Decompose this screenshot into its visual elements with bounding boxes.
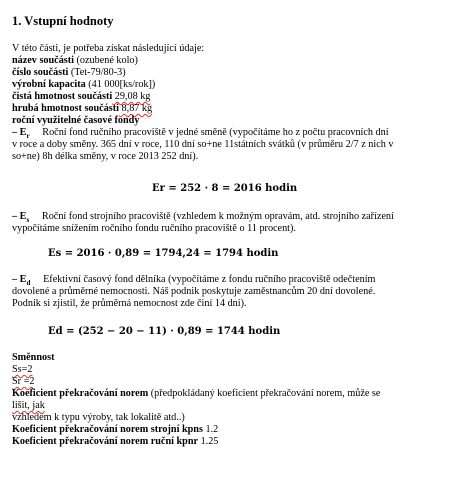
item-value: (Tet-79/80-3): [68, 67, 126, 78]
coef-manual-value: 1.25: [198, 436, 219, 447]
item-annual-funds: roční využitelné časové fondy: [12, 115, 140, 126]
item-gross-weight: [12, 103, 152, 115]
shift-title: Směnnost: [12, 352, 55, 363]
coef-machine-value: 1.2: [202, 424, 219, 435]
coef-manual: [12, 436, 218, 448]
er-paragraph-line-3: so+ne) 8h délka směny, v roce 2013 252 dní).: [12, 151, 199, 162]
intro-text: V této části, je potřeba získat následující údaje:: [12, 43, 205, 54]
coef-line-2: lišit, jak: [12, 400, 45, 411]
item-value: 8,87 kg: [119, 103, 153, 114]
ed-equation: Ed = (252 − 20 − 11) · 0,89 = 1744 hodin: [48, 326, 281, 337]
item-net-weight: [12, 91, 150, 103]
coef-line-1: [12, 388, 380, 400]
coef-line-3: vzhledem k typu výroby, tak lokalitě atd..): [12, 412, 185, 423]
ed-paragraph-line-3: Podnik si zjistil, že průměrná nemocnost zde činí 14 dní).: [12, 298, 247, 309]
coef-machine-label: Koeficient překračování norem strojní kpns: [12, 424, 203, 435]
es-equation: Es = 2016 · 0,89 = 1794,24 = 1794 hodin: [48, 248, 279, 259]
es-paragraph-line-2: vypočítáme snížením ročního fondu ručního pracoviště o 11 procent).: [12, 223, 296, 234]
item-label: čistá hmotnost součásti: [12, 91, 113, 102]
ed-label: – $E_d$: [12, 274, 31, 288]
er-paragraph-line-1: [12, 127, 389, 139]
coef-manual-label: Koeficient překračování norem ruční kpnr: [12, 436, 199, 447]
section-heading: 1. Vstupní hodnoty: [12, 14, 114, 28]
coef-machine: [12, 424, 218, 436]
es-paragraph-line-1: [12, 211, 394, 223]
item-part-name: [12, 55, 138, 67]
item-value: 29,08 kg: [112, 91, 151, 102]
er-text: Roční fond ručního pracoviště v jedné směně (vypočítáme ho z počtu pracovních dní: [42, 127, 389, 138]
ed-text: Efektivní časový fond dělníka (vypočítáme z fondu ručního pracoviště odečtením: [43, 274, 376, 285]
coef-text: (předpokládaný koeficient překračování norem, může se: [148, 388, 381, 399]
er-label: – $E_r$: [12, 127, 30, 141]
item-label: název součásti: [12, 55, 74, 66]
es-text: Roční fond strojního pracoviště (vzhledem k možným opravám, atd. strojního zařízení: [41, 211, 394, 222]
es-label: – $E_s$: [12, 211, 30, 225]
item-label: hrubá hmotnost součásti: [12, 103, 119, 114]
er-paragraph-line-2: v roce a doby směny. 365 dní v roce, 110 dní so+ne 11státních svátků (v průměru 2/7 z nich v: [12, 139, 394, 150]
item-value: (ozubené kolo): [73, 55, 138, 66]
item-part-number: [12, 67, 126, 79]
item-label: číslo součásti: [12, 67, 69, 78]
ed-paragraph-line-2: dovolené a průměrné nemocnosti. Náš podnik poskytuje zaměstnancům 20 dní dovolené.: [12, 286, 376, 297]
item-label: výrobní kapacita: [12, 79, 86, 90]
shift-ss: Ss=2: [12, 364, 33, 375]
shift-sr: Sr =2: [12, 376, 35, 387]
item-value: (41 000[ks/rok]): [85, 79, 156, 90]
coef-label: Koeficient překračování norem: [12, 388, 149, 399]
er-equation: Er = 252 · 8 = 2016 hodin: [152, 183, 298, 194]
ed-paragraph-line-1: [12, 274, 375, 286]
item-capacity: [12, 79, 155, 91]
